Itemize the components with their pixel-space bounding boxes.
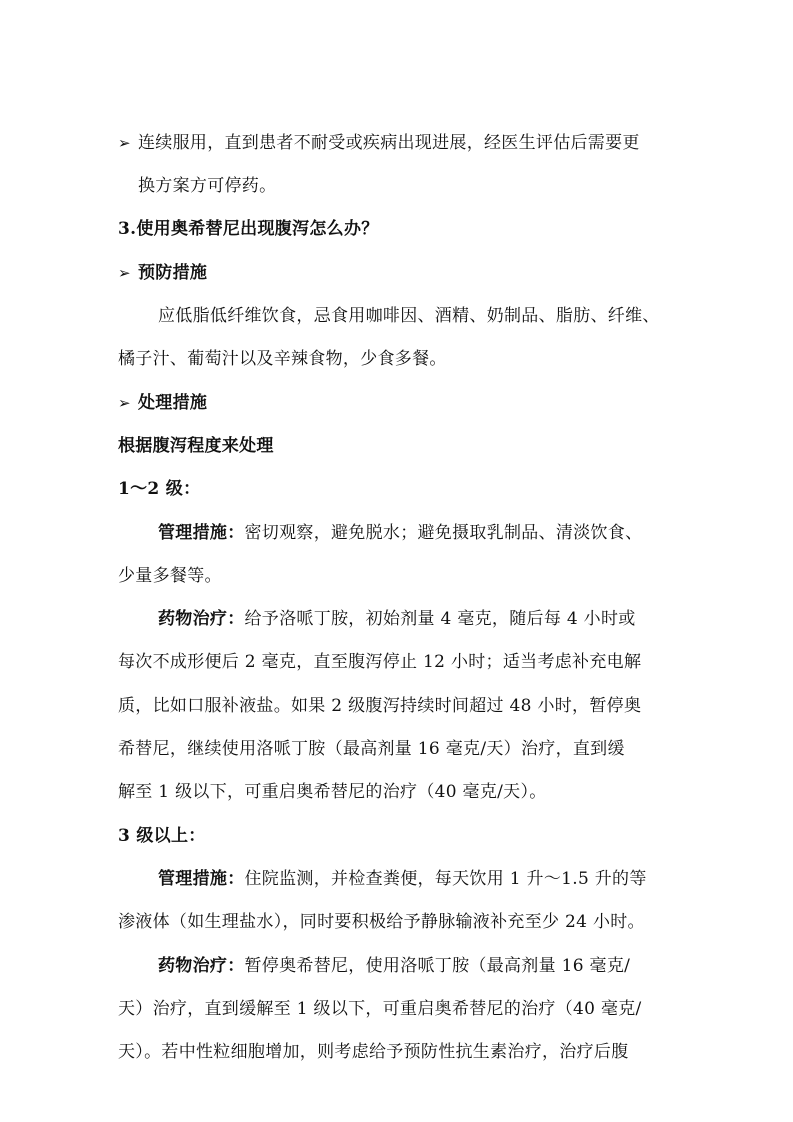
grade-heading: [118, 824, 206, 848]
grade-heading: [118, 477, 200, 501]
paragraph-line: [118, 910, 645, 934]
paragraph-text: 给予洛哌丁胺，初始剂量 4 毫克，随后每 4 小时或: [244, 609, 636, 629]
paragraph-line: [158, 521, 642, 545]
paragraph-line: [158, 867, 647, 891]
bullet-heading-prevention: [118, 261, 207, 285]
heading-text: 根据腹泻程度来处理: [118, 436, 274, 456]
paragraph-line: [118, 694, 641, 718]
inline-label: 药物治疗：: [158, 609, 245, 629]
paragraph-text: 应低脂低纤维饮食，忌食用咖啡因、酒精、奶制品、脂肪、纤维、: [158, 306, 660, 326]
paragraph-line: [118, 564, 222, 588]
paragraph-text: 换方案方可停药。: [138, 176, 277, 196]
paragraph-text: 天）。若中性粒细胞增加，则考虑给予预防性抗生素治疗，治疗后腹: [118, 1042, 629, 1062]
section-heading: [118, 217, 379, 241]
paragraph-text: 渗液体（如生理盐水），同时要积极给予静脉输液补充至少 24 小时。: [118, 912, 645, 932]
inline-label: 管理措施：: [158, 869, 245, 889]
inline-label: 管理措施：: [158, 523, 245, 543]
paragraph-line: [158, 607, 636, 631]
arrow-bullet-icon: ➢: [118, 134, 131, 152]
heading-text: 预防措施: [138, 263, 208, 283]
paragraph-text: 密切观察，避免脱水；避免摄取乳制品、清淡饮食、: [244, 523, 643, 543]
paragraph-line: [118, 650, 641, 674]
bullet-line: [118, 131, 640, 155]
paragraph-line: [158, 304, 660, 328]
heading-text: 1～2 级：: [118, 479, 201, 499]
paragraph-text: 住院监测，并检查粪便，每天饮用 1 升～1.5 升的等: [244, 869, 647, 889]
subheading: [118, 434, 274, 458]
heading-text: 3.使用奥希替尼出现腹泻怎么办？: [118, 219, 379, 239]
paragraph-line: [138, 174, 276, 198]
paragraph-text: 连续服用，直到患者不耐受或疾病出现进展，经医生评估后需要更: [138, 133, 640, 153]
bullet-heading-treatment: [118, 391, 207, 415]
arrow-bullet-icon: ➢: [118, 264, 131, 282]
arrow-bullet-icon: ➢: [118, 394, 131, 412]
paragraph-line: [118, 737, 625, 761]
paragraph-text: 天）治疗，直到缓解至 1 级以下，可重启奥希替尼的治疗（40 毫克/: [118, 999, 642, 1019]
paragraph-line: [118, 347, 447, 371]
paragraph-line: [118, 997, 642, 1021]
heading-text: 处理措施: [138, 393, 208, 413]
paragraph-line: [118, 780, 547, 804]
paragraph-line: [158, 954, 630, 978]
paragraph-text: 少量多餐等。: [118, 566, 222, 586]
paragraph-text: 橘子汁、葡萄汁以及辛辣食物，少食多餐。: [118, 349, 447, 369]
inline-label: 药物治疗：: [158, 956, 245, 976]
paragraph-line: [118, 1040, 629, 1064]
paragraph-text: 解至 1 级以下，可重启奥希替尼的治疗（40 毫克/天）。: [118, 782, 547, 802]
paragraph-text: 质，比如口服补液盐。如果 2 级腹泻持续时间超过 48 小时，暂停奥: [118, 696, 642, 716]
heading-text: 3 级以上：: [118, 826, 206, 846]
paragraph-text: 希替尼，继续使用洛哌丁胺（最高剂量 16 毫克/天）治疗，直到缓: [118, 739, 625, 759]
paragraph-text: 每次不成形便后 2 毫克，直至腹泻停止 12 小时；适当考虑补充电解: [118, 652, 642, 672]
paragraph-text: 暂停奥希替尼，使用洛哌丁胺（最高剂量 16 毫克/: [244, 956, 631, 976]
